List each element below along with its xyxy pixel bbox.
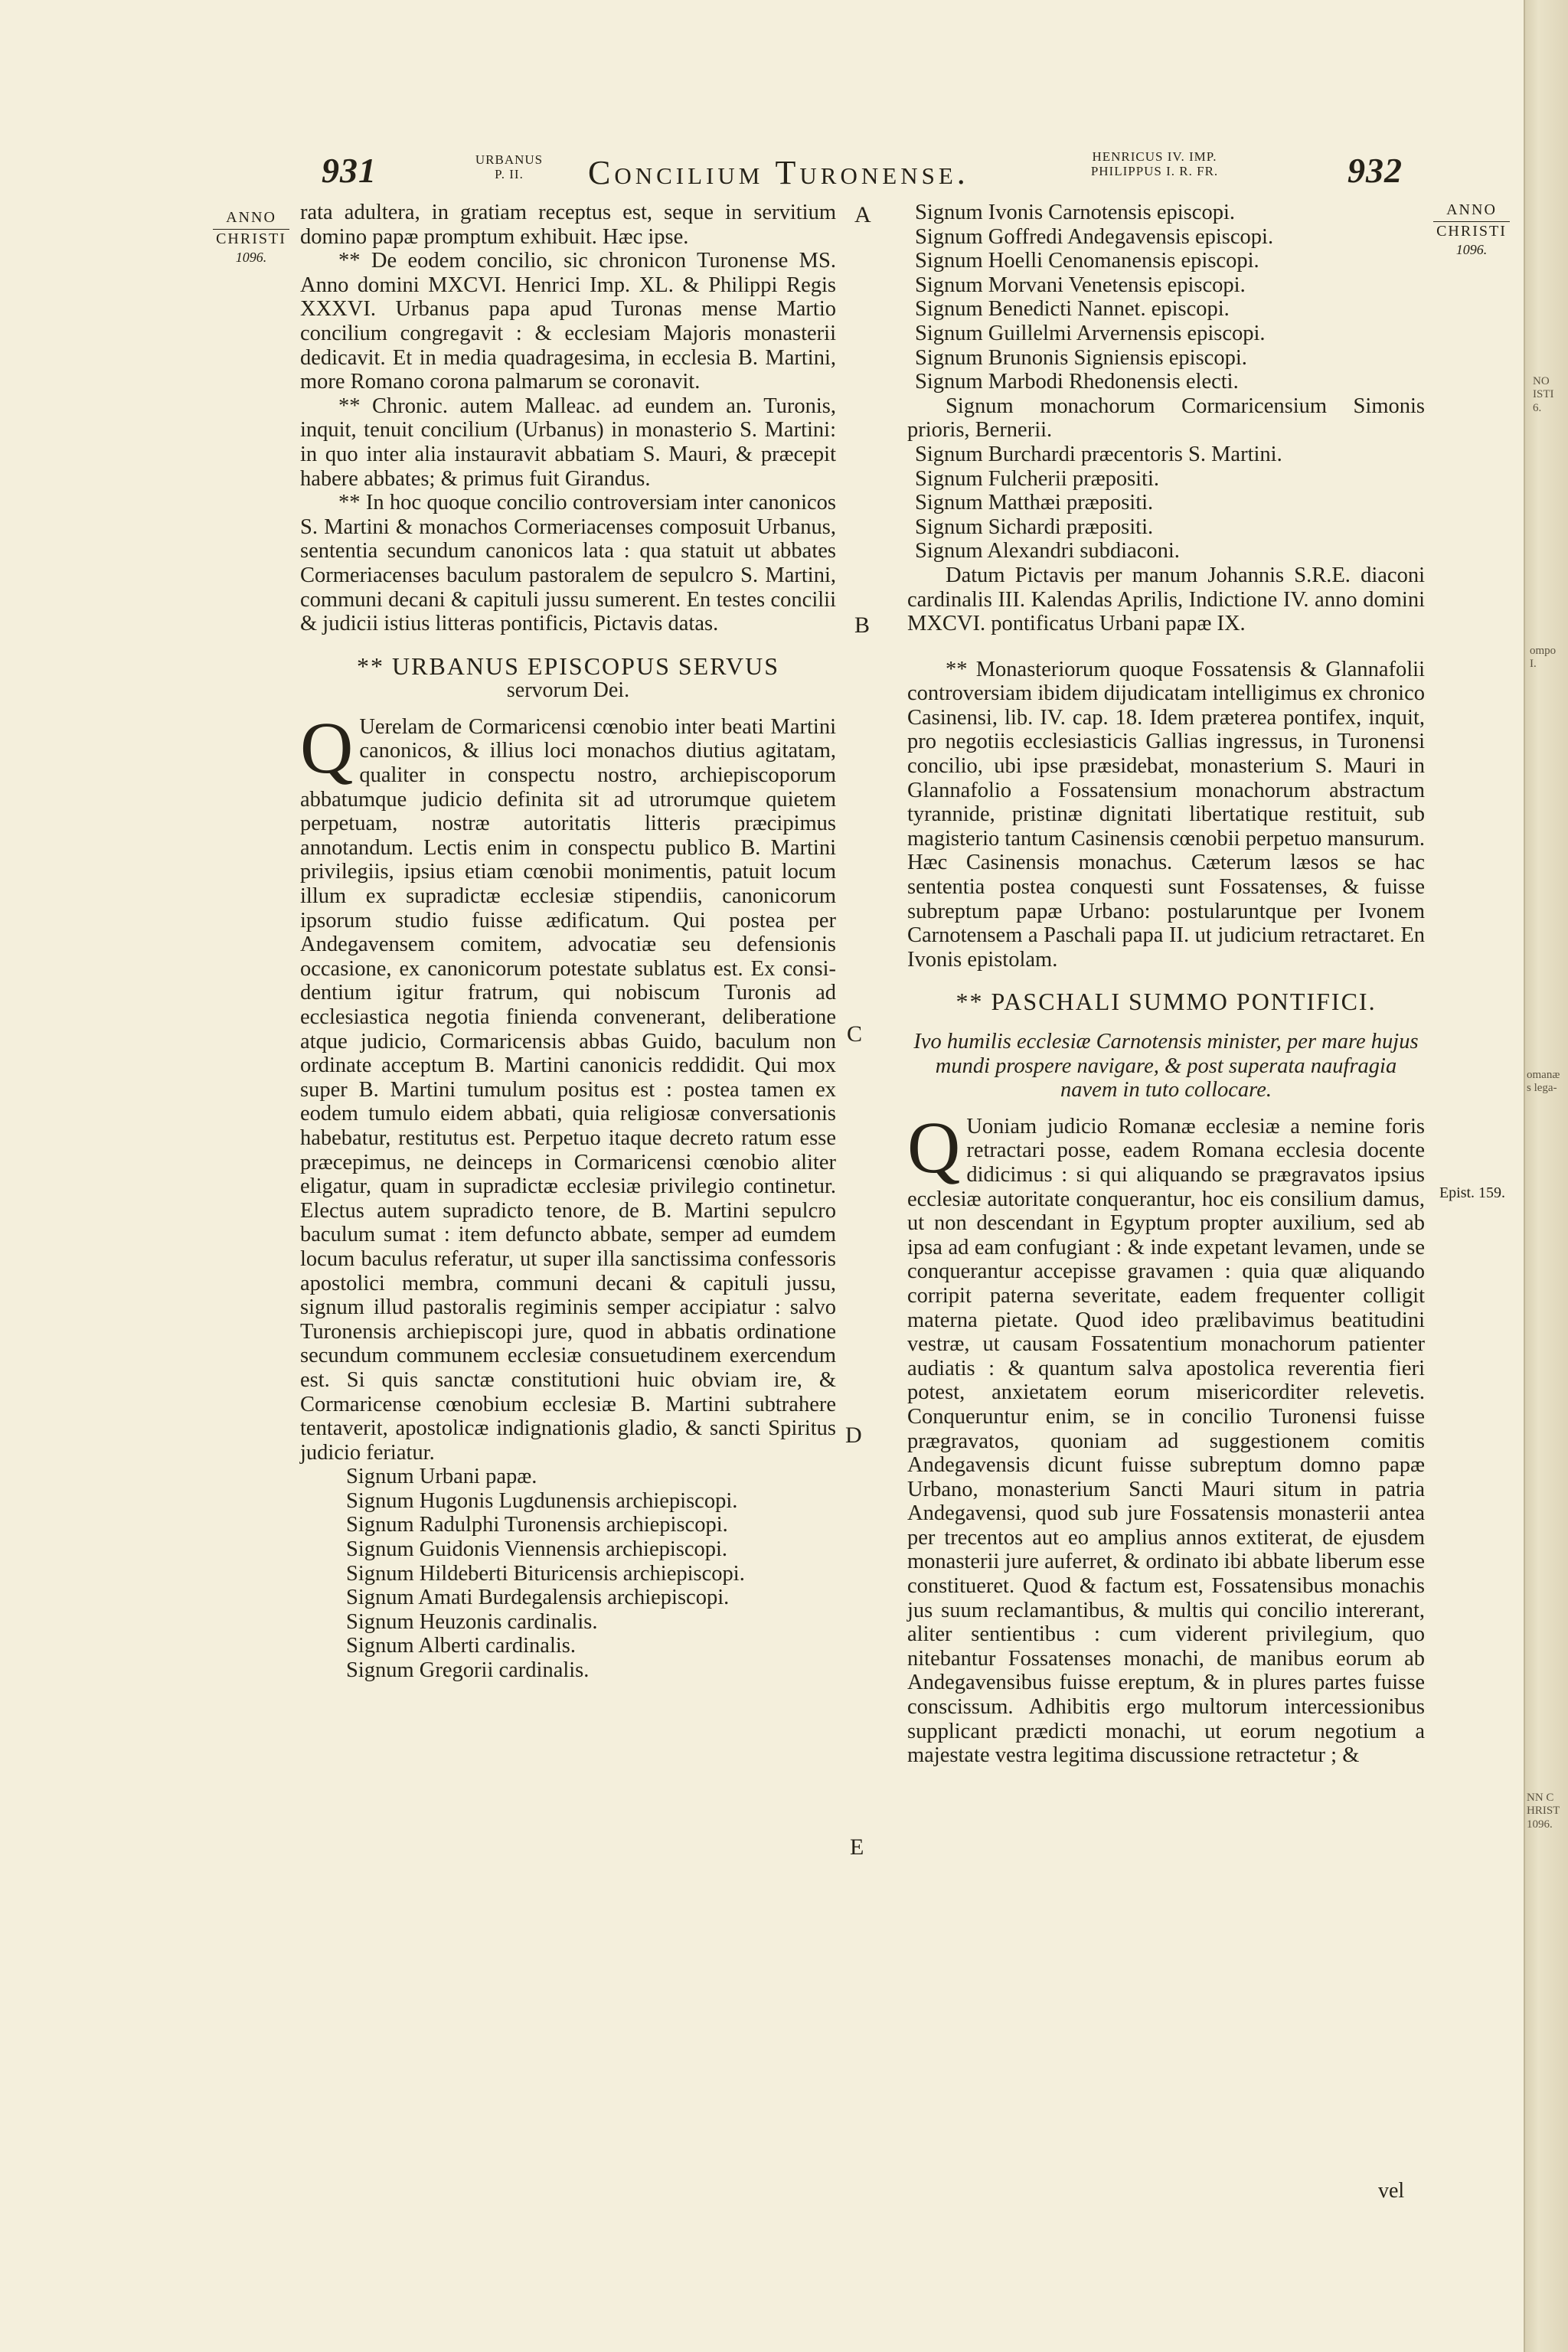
signature: Signum Gregorii cardinalis. bbox=[346, 1658, 590, 1683]
signature: Signum Fulcherii præpositi. bbox=[915, 466, 1160, 491]
left-year-note: ANNO CHRISTI 1096. bbox=[213, 208, 289, 266]
section-letter-a: A bbox=[854, 202, 871, 227]
section-heading: ** PASCHALI SUMMO PONTIFICI. bbox=[956, 988, 1377, 1016]
section-letter-e: E bbox=[850, 1834, 864, 1860]
adjacent-page-edge bbox=[1524, 0, 1568, 2352]
signature: Signum Burchardi præcentoris S. Martini. bbox=[915, 442, 1282, 466]
edge-fragment: omanæ s lega- bbox=[1527, 1069, 1560, 1095]
signature: Signum Hoelli Cenomanensis episcopi. bbox=[915, 249, 1259, 273]
signature-list bbox=[907, 201, 1425, 394]
left-page-number: 931 bbox=[322, 151, 377, 190]
paragraph: Q Uerelam de Cormaricensi cœnobio inter beati Martini canonicos, & illius loci monachos diutius agitatam, qualiter in conspectu nostro, archiepiscoporum abbatumque judicio definita sit ad utrorumque quietem perpetuam, nostræ autoritatis litteris præcipimus annotandum. Lectis enim in conspectu publico B. Martini privilegiis, ipsius etiam cœnobii monimentis, patuit locum illum ex supradictæ ecclesiæ stipendiis, canonicorum ipsorum studio fuisse ædificatum. Qui postea per Andegavensem comitem, advocatiæ seu defensionis occasione, ex canonicorum potestate sublatus est. Ex considentium igitur fratrum, qui nobiscum Turonis ad ecclesiastica negotia finienda convenerant, deliberatione atque judicio, Cormaricensis abbas Guido, baculum non ordinate acceptum B. Martini canonicis reddidit. Qui mox super B. Martini tumulum positus est : postea tamen ex eodem tumulo eidem abbati, quia religiosæ conversationis habebatur, restitutus est. Perpetuo itaque decreto ratum esse præcepimus, ne deinceps in Cormaricensi cœnobio aliter eligatur, quam in supradictæ ecclesiæ privilegio continetur. Electus autem supradicto tenore, de B. Martini sepulcro baculum sumat : item defuncto abbate, semper ad eumdem locum baculus referatur, ut super illa sanctissima confessoris apostolici membra, communi decani & capituli jussu, signum illud pastoralis regiminis semper accipiatur : salvo Turonensis archiepiscopi jure, quod in abbatis ordinatione secundum communem ecclesiæ consuetudinem exercendum est. Si quis sanctæ constitutioni huic obviam ire, & Cormaricense cœnobium ecclesiæ B. Martini subtrahere tentaverit, apostolicæ indignationis gladio, & sancti Spiritus judicio feriatur. bbox=[300, 706, 836, 1465]
signature: Signum Alexandri subdiaconi. bbox=[915, 539, 1180, 564]
signature-list bbox=[907, 443, 1425, 564]
signature: Signum Sichardi præpositi. bbox=[915, 514, 1154, 539]
signature: Signum Goffredi Andegavensis episcopi. bbox=[915, 224, 1274, 249]
epist-note: Epist. 159. bbox=[1439, 1184, 1506, 1201]
paragraph: ** Monasteriorum quoque Fossatensis & Glannafolii controversiam ibidem dijudicatam intelligimus ex chronico Casinensi, lib. IV. cap. 18. Idem præterea pontifex, inquit, pro negotiis ecclesiasticis Gallias ingressus, in Turonensi concilio, ubi ipse præsidebat, monasterium S. Mauri in Glannafolio a Fossatensium monachorum abstractum tyrannide, pristinæ dignitati libertatique restituit, sub magisterio tantum Casinensis cœnobii perpetuo mansurum. Hæc Casinensis monachus. Cæterum læsos se hac sententia postea conquesti sunt Fossatenses, & fuisse subreptum papæ Urbano: postularuntque per Ivonem Carnotensem a Paschali papa II. ut judicium retractaret. En Ivonis epistolam. bbox=[907, 657, 1425, 972]
signature: Signum Hugonis Lugdunensis archiepiscopi. bbox=[346, 1488, 738, 1513]
signature: Signum Benedicti Nannet. episcopi. bbox=[915, 297, 1230, 322]
signature: Signum Heuzonis cardinalis. bbox=[346, 1609, 598, 1634]
signature: Signum Marbodi Rhedonensis electi. bbox=[915, 370, 1239, 394]
dating-clause: Datum Pictavis per manum Johannis S.R.E. diaconi cardinalis III. Kalendas Aprilis, Indictione IV. anno domini MXCVI. pontificatus Urbani papæ IX. bbox=[907, 563, 1425, 636]
signature: Signum Radulphi Turonensis archiepiscopi. bbox=[346, 1513, 728, 1537]
signature: Signum Brunonis Signiensis episcopi. bbox=[915, 345, 1247, 370]
edge-fragment: NO ISTI 6. bbox=[1533, 375, 1554, 414]
catchword: vel bbox=[1378, 2179, 1405, 2203]
signature: Signum Morvani Venetensis episcopi. bbox=[915, 273, 1246, 297]
page-title: Concilium Turonense. bbox=[588, 154, 969, 191]
signature: Signum Ivonis Carnotensis episcopi. bbox=[915, 201, 1235, 224]
section-letter-d: D bbox=[845, 1423, 862, 1448]
signature: Signum monachorum Cormaricensium Simonis prioris, Bernerii. bbox=[907, 394, 1425, 443]
left-column bbox=[300, 201, 836, 1683]
drop-cap: Q bbox=[907, 1106, 961, 1188]
paragraph: ** In hoc quoque concilio controversiam inter canonicos S. Martini & monachos Cormeriacenses composuit Urbanus, sententia secundum canonicos lata : qua statuit ut abbates Cormeriacenses baculum pastoralem de sepulcro S. Martini, communi decani & capituli jussu sumerent. En testes concilii & judicii istius litteras pontificis, Pictavis datas. bbox=[300, 491, 836, 636]
salutation: Ivo humilis ecclesiæ Carnotensis minister, per mare hujus mundi prospere navigare, & post superata naufragia navem in tuto collocare. bbox=[913, 1030, 1419, 1102]
paragraph: ** Chronic. autem Malleac. ad eundem an. Turonis, inquit, tenuit concilium (Urbanus) in monasterio S. Martini: in quo inter alia instauravit abbatiam S. Mauri, & præcepit habere abbates; & primus fuit Girandus. bbox=[300, 394, 836, 491]
section-letter-c: C bbox=[847, 1021, 863, 1047]
signature: Signum Hildeberti Bituricensis archiepiscopi. bbox=[346, 1561, 745, 1586]
section-subheading: servorum Dei. bbox=[506, 678, 630, 703]
signature: Signum Urbani papæ. bbox=[346, 1465, 537, 1489]
right-year-note: ANNO CHRISTI 1096. bbox=[1433, 201, 1510, 259]
signature: Signum Alberti cardinalis. bbox=[346, 1634, 577, 1658]
right-page-number: 932 bbox=[1348, 151, 1403, 190]
signature: Signum Amati Burdegalensis archiepiscopi. bbox=[346, 1586, 730, 1610]
section-heading: ** URBANUS EPISCOPUS SERVUS bbox=[356, 652, 779, 680]
section-letter-b: B bbox=[854, 612, 871, 638]
signature: Signum Guidonis Viennensis archiepiscopi. bbox=[346, 1537, 728, 1562]
signature-list bbox=[300, 1465, 836, 1682]
left-running-heading: URBANUS P. II. bbox=[475, 152, 544, 181]
drop-cap: Q bbox=[300, 706, 354, 789]
edge-fragment: ompo I. bbox=[1530, 645, 1557, 671]
signature: Signum Guillelmi Arvernensis episcopi. bbox=[915, 321, 1266, 345]
paragraph: rata adultera, in gratiam receptus est, seque in servitium domino papæ promptum exhibuit. Hæc ipse. bbox=[300, 201, 836, 249]
paragraph: Q Uoniam judicio Romanæ ecclesiæ a nemine foris retractari posse, eadem Romana ecclesia docente didicimus : si qui aliquando se prægravatos ipsius ecclesiæ autoritate conquerantur, hoc eis consilium damus, ut non descendant in Egyptum propter auxilium, sed ab ipsa ad eam confugiant : & inde expetant levamen, unde se conquerantur accepisse gravamen : quia quæ aliquando corripit paterna severitate, eadem frequenter colligit materna pietate. Quod ideo prælibavimus beatitudini vestræ, ut causam Fossatentium monachorum patienter audiatis : & quantum salva apostolica reverentia fieri potest, anxietatem eorum misericorditer relevetis. Conqueruntur enim, se in concilio Turonensi fuisse prægravatos, quoniam ad suggestionem comitis Andegavensis dicunt fuisse subreptum domno papæ Urbano, monasterium Sancti Mauri situm in patria Andegavensi, quod sub jure Fossatensis monasterii antea per trecentos aut eo amplius annos extiterat, de ejusdem monasterii jure auferret, & ordinato ibi abbate liberum esse constitueret. Quod & factum est, Fossatensibus monachis jus suum reclamantibus, & multis qui concilio intererant, aliter sentientibus : cum viderent privilegium, quo nitebantur Fossatenses monachi, de manibus eorum ab Andegavensibus fuisse ereptum, & in plures partes fuisse conscissum. Adhibitis ergo multorum intercessionibus supplicant prædicti monachi, ut eorum negotium a majestate vestra legitima discussione retractetur ; & bbox=[907, 1106, 1425, 1768]
paragraph: ** De eodem concilio, sic chronicon Turonense MS. Anno domini MXCVI. Henrici Imp. XL. & Philippi Regis XXXVI. Urbanus papa apud Turonas mense Martio concilium congregavit : & ecclesiam Majoris monasterii dedicavit. Et in media quadragesima, in ecclesia B. Martini, more Romano corona palmarum se coronavit. bbox=[300, 249, 836, 394]
right-running-heading: HENRICUS IV. IMP. PHILIPPUS I. R. FR. bbox=[1090, 149, 1219, 178]
edge-fragment: NN C HRIST 1096. bbox=[1527, 1792, 1560, 1831]
signature: Signum Matthæi præpositi. bbox=[915, 491, 1154, 515]
right-column bbox=[907, 201, 1425, 1768]
